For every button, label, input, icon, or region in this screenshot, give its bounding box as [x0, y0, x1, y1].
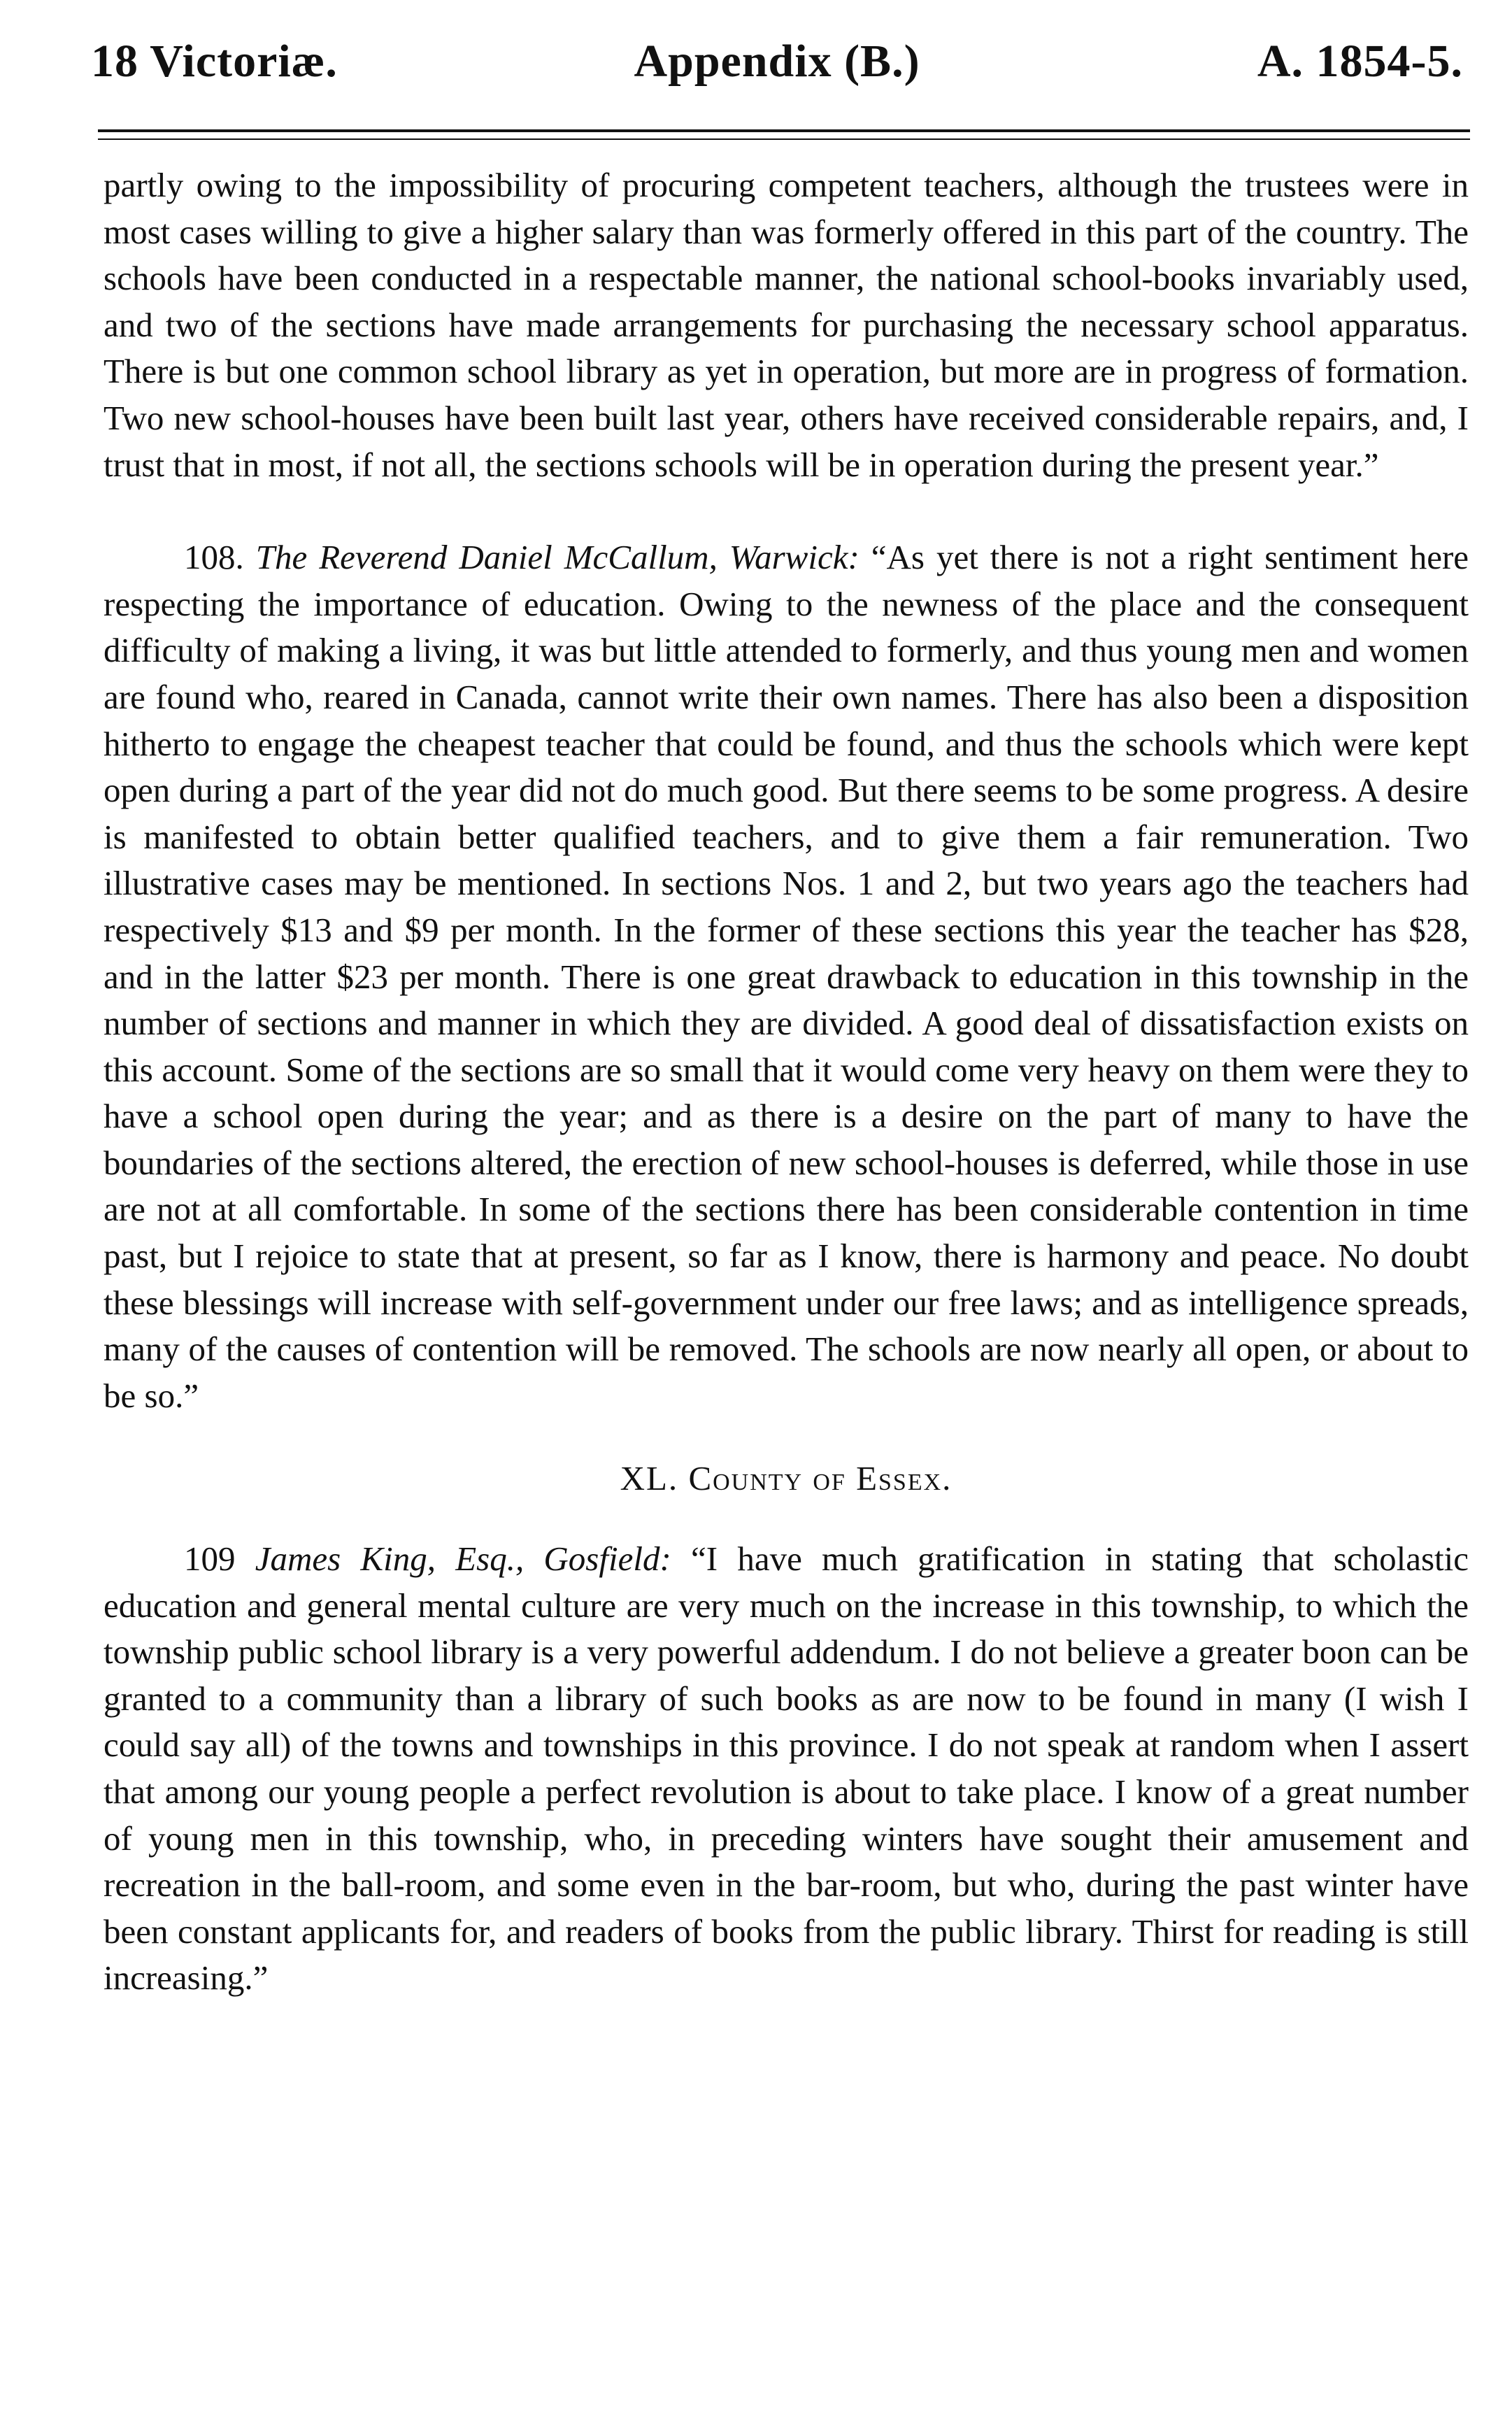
- header-rule-thin: [98, 138, 1470, 140]
- header-year: A. 1854-5.: [1257, 36, 1463, 87]
- header-rule-thick: [98, 129, 1470, 132]
- paragraph-108-text: “As yet there is not a right sentiment here respecting the importance of education. Owing to the newness of the place and the consequent difficulty of making a living, it was but little attended to formerly, and thus young men and women are found who, reared in Canada, cannot write their own names. There has also been a disposition hitherto to engage the cheapest teacher that could be found, and thus the schools which were kept open during a part of the year did not do much good. But there seems to be some progress. A desire is manifested to obtain better qualified teachers, and to give them a fair remuneration. Two illustrative cases may be mentioned. In sections Nos. 1 and 2, but two years ago the teachers had respectively $13 and $9 per month. In the former of these sections this year the teacher has $28, and in the latter $23 per month. There is one great drawback to education in this township in the number of sections and manner in which they are divided. A good deal of dissatisfaction exists on this account. Some of the sections are so small that it would come very heavy on them were they to have a school open during the year; and as there is a desire on the part of many to have the boundaries of the sections altered, the erection of new school-houses is deferred, while those in use are not at all comfortable. In some of the sections there has been considerable contention in time past, but I rejoice to state that at present, so far as I know, there is harmony and peace. No doubt these blessings will increase with self-government under our free laws; and as intelligence spreads, many of the causes of contention will be removed. The schools are now nearly all open, or about to be so.”: [104, 538, 1469, 1415]
- paragraph-108-author: The Reverend Daniel McCallum, Warwick:: [255, 538, 860, 577]
- paragraph-109-author: James King, Esq., Gosfield:: [255, 1539, 671, 1579]
- paragraph-109: [104, 1536, 1469, 2002]
- paragraph-108-number: 108.: [184, 538, 244, 577]
- paragraph-108: [104, 534, 1469, 1419]
- section-title: County of Essex.: [688, 1459, 953, 1498]
- paragraph-109-number: 109: [184, 1539, 236, 1579]
- paragraph-109-text: “I have much gratification in stating that scholastic education and general mental culture are very much on the increase in this township, to which the township public school library is a very powerful addendum. I do not believe a greater boon can be granted to a community than a library of such books as are now to be found in many (I wish I could say all) of the towns and townships in this province. I do not speak at random when I assert that among our young people a perfect revolution is about to take place. I know of a great number of young men in this township, who, in preceding winters have sought their amusement and recreation in the ball-room, and some even in the bar-room, but who, during the past winter have been constant applicants for, and readers of books from the public library. Thirst for reading is still increasing.”: [104, 1539, 1469, 1998]
- page-header: [91, 35, 1463, 112]
- header-appendix: Appendix (B.): [634, 36, 920, 87]
- document-body: [104, 162, 1469, 2002]
- section-numeral: XL.: [620, 1459, 679, 1498]
- header-session: 18 Victoriæ.: [91, 36, 338, 87]
- paragraph-continued: [104, 162, 1469, 488]
- paragraph-continued-text: partly owing to the impossibility of procuring competent teachers, although the trustees were in most cases willing to give a higher salary than was formerly offered in this part of the country. The schools have been conducted in a respectable manner, the national school-books invariably used, and two of the sections have made arrangements for purchasing the necessary school apparatus. There is but one common school library as yet in operation, but more are in progress of formation. Two new school-houses have been built last year, others have received considerable repairs, and, I trust that in most, if not all, the sections schools will be in operation during the present year.”: [104, 166, 1469, 484]
- section-heading: [104, 1455, 1469, 1502]
